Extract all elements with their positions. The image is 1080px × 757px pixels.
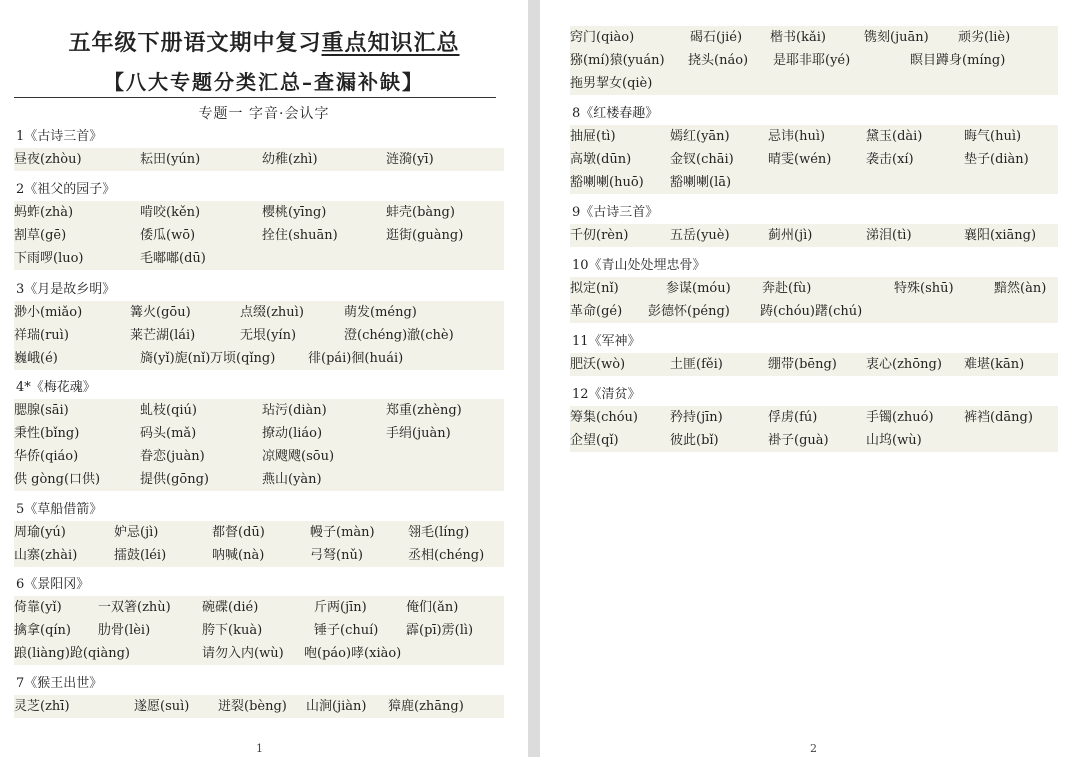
- vocab-word: 无垠(yín): [240, 328, 297, 343]
- vocab-row: [570, 277, 1058, 300]
- vocab-word: 澄(chéng)澈(chè): [344, 328, 454, 343]
- lesson-section: [570, 202, 1058, 247]
- lesson-title: 4*《梅花魂》: [16, 380, 96, 395]
- vocab-word: 逛街(guàng): [386, 228, 464, 243]
- vocab-row: [570, 26, 1058, 49]
- vocab-word: 秉性(bǐng): [14, 426, 80, 441]
- vocab-word: 高墩(dūn): [570, 152, 632, 167]
- lesson-title: 9《古诗三首》: [572, 205, 659, 220]
- page-gutter: [528, 0, 540, 757]
- vocab-word: 万顷(qǐng): [210, 351, 276, 366]
- vocab-word: 豁喇喇(lā): [670, 175, 732, 190]
- vocab-box: [570, 125, 1058, 194]
- vocab-box: [14, 201, 504, 270]
- vocab-word: 擂鼓(léi): [114, 548, 167, 563]
- vocab-word: 晦气(huì): [964, 129, 1022, 144]
- vocab-word: 毛嘟嘟(dū): [140, 251, 206, 266]
- vocab-word: 裤裆(dāng): [964, 410, 1033, 425]
- vocab-word: 霹(pī)雳(lì): [406, 623, 474, 638]
- topic-heading: 专题一 字音·会认字: [198, 106, 330, 122]
- vocab-row: [14, 468, 504, 491]
- vocab-word: 褂子(guà): [768, 433, 829, 448]
- vocab-box: [14, 521, 504, 567]
- vocab-word: 涟漪(yī): [386, 152, 434, 167]
- vocab-word: 土匪(fěi): [670, 357, 723, 372]
- vocab-word: 祥瑞(ruì): [14, 328, 69, 343]
- vocab-word: 俘虏(fú): [768, 410, 818, 425]
- vocab-row: [570, 72, 1058, 95]
- vocab-row: [570, 148, 1058, 171]
- lesson-title: 5《草船借箭》: [16, 502, 103, 517]
- vocab-row: [14, 201, 504, 224]
- vocab-word: 踌(chóu)躇(chú): [760, 304, 863, 319]
- vocab-word: 抽屉(tì): [570, 129, 616, 144]
- vocab-word: 锤子(chuí): [314, 623, 379, 638]
- vocab-word: 一双箸(zhù): [98, 600, 171, 615]
- vocab-word: 衷心(zhōng): [866, 357, 942, 372]
- vocab-word: 周瑜(yú): [14, 525, 66, 540]
- vocab-word: 旖(yǐ)旎(nǐ): [140, 351, 211, 366]
- vocab-word: 奔赴(fù): [762, 281, 812, 296]
- vocab-word: 篝火(gōu): [130, 305, 191, 320]
- vocab-word: 垫子(diàn): [964, 152, 1029, 167]
- vocab-word: 顽劣(liè): [958, 30, 1011, 45]
- lesson-title: 10《青山处处埋忠骨》: [572, 258, 706, 273]
- lesson-section: [570, 26, 1058, 95]
- vocab-word: 提供(gōng): [140, 472, 209, 487]
- vocab-word: 彭德怀(péng): [648, 304, 730, 319]
- vocab-word: 郑重(zhèng): [386, 403, 462, 418]
- vocab-word: 绷带(bēng): [768, 357, 837, 372]
- vocab-word: 难堪(kān): [964, 357, 1025, 372]
- lesson-section: [14, 673, 504, 718]
- vocab-word: 筹集(chóu): [570, 410, 638, 425]
- vocab-box: [14, 695, 504, 718]
- vocab-row: [570, 429, 1058, 452]
- vocab-box: [14, 596, 504, 665]
- lesson-title: 8《红楼春趣》: [572, 106, 659, 121]
- vocab-row: [14, 224, 504, 247]
- vocab-word: 点缀(zhuì): [240, 305, 304, 320]
- vocab-word: 燕山(yàn): [262, 472, 322, 487]
- vocab-box: [14, 148, 504, 171]
- lesson-section: [14, 377, 504, 491]
- vocab-box: [570, 353, 1058, 376]
- lesson-section: [570, 103, 1058, 194]
- vocab-word: 胯下(kuà): [202, 623, 263, 638]
- vocab-box: [14, 301, 504, 370]
- lesson-section: [14, 279, 504, 370]
- vocab-word: 啃咬(kěn): [140, 205, 201, 220]
- title-highlight-text: 重点知识汇总: [321, 30, 460, 56]
- vocab-box: [14, 399, 504, 491]
- vocab-word: 耘田(yún): [140, 152, 201, 167]
- vocab-box: [570, 406, 1058, 452]
- vocab-word: 山涧(jiàn): [306, 699, 367, 714]
- page-number: 1: [256, 742, 263, 755]
- vocab-word: 供 gòng(口供): [14, 472, 101, 487]
- vocab-word: 昼夜(zhòu): [14, 152, 82, 167]
- page-2: [540, 0, 1080, 757]
- vocab-word: 码头(mǎ): [140, 426, 197, 441]
- vocab-word: 豁喇喇(huō): [570, 175, 644, 190]
- lesson-section: [14, 179, 504, 270]
- vocab-box: [570, 26, 1058, 95]
- vocab-row: [570, 406, 1058, 429]
- vocab-row: [14, 301, 504, 324]
- vocab-row: [14, 445, 504, 468]
- lesson-title: 3《月是故乡明》: [16, 282, 116, 297]
- vocab-box: [570, 224, 1058, 247]
- lesson-title: 1《古诗三首》: [16, 129, 103, 144]
- document-subtitle: 【八大专题分类汇总–查漏补缺】: [104, 70, 424, 94]
- vocab-row: [14, 695, 504, 718]
- vocab-word: 五岳(yuè): [670, 228, 730, 243]
- page-number: 2: [810, 742, 817, 755]
- vocab-word: 嫣红(yān): [670, 129, 730, 144]
- lesson-section: [14, 574, 504, 665]
- vocab-row: [570, 49, 1058, 72]
- vocab-word: 渺小(miǎo): [14, 305, 83, 320]
- vocab-word: 徘(pái)徊(huái): [308, 351, 404, 366]
- title-divider: [14, 97, 496, 98]
- vocab-word: 丞相(chéng): [408, 548, 485, 563]
- lesson-title: 6《景阳冈》: [16, 577, 90, 592]
- vocab-row: [14, 247, 504, 270]
- vocab-word: 涕泪(tì): [866, 228, 912, 243]
- vocab-word: 眷恋(juàn): [140, 449, 205, 464]
- vocab-word: 遂愿(suì): [134, 699, 190, 714]
- vocab-row: [14, 619, 504, 642]
- vocab-word: 虬枝(qiú): [140, 403, 197, 418]
- vocab-row: [14, 596, 504, 619]
- vocab-row: [14, 399, 504, 422]
- vocab-word: 獐鹿(zhāng): [388, 699, 464, 714]
- vocab-word: 彼此(bǐ): [670, 433, 719, 448]
- title-text: 五年级下册语文期中复习: [68, 30, 322, 56]
- vocab-word: 斤两(jīn): [314, 600, 367, 615]
- vocab-word: 猕(mí)猿(yuán): [570, 53, 665, 68]
- vocab-word: 襄阳(xiāng): [964, 228, 1037, 243]
- lesson-title: 2《祖父的园子》: [16, 182, 116, 197]
- vocab-row: [570, 171, 1058, 194]
- vocab-word: 山寨(zhài): [14, 548, 78, 563]
- lesson-section: [570, 255, 1058, 323]
- vocab-word: 参谋(móu): [666, 281, 731, 296]
- vocab-row: [14, 521, 504, 544]
- vocab-word: 妒忌(jì): [114, 525, 159, 540]
- vocab-word: 蓟州(jì): [768, 228, 813, 243]
- vocab-word: 凉飕飕(sōu): [262, 449, 335, 464]
- vocab-word: 咆(páo)哮(xiào): [304, 646, 402, 661]
- vocab-word: 请勿入内(wù): [202, 646, 284, 661]
- vocab-word: 萌发(méng): [344, 305, 417, 320]
- vocab-word: 晴雯(wén): [768, 152, 832, 167]
- vocab-word: 华侨(qiáo): [14, 449, 79, 464]
- vocab-word: 蚌壳(bàng): [386, 205, 455, 220]
- vocab-word: 特殊(shū): [894, 281, 954, 296]
- lesson-section: [14, 499, 504, 567]
- vocab-word: 镌刻(juān): [864, 30, 929, 45]
- lesson-title: 12《清贫》: [572, 387, 641, 402]
- vocab-word: 肥沃(wò): [570, 357, 626, 372]
- vocab-word: 企望(qǐ): [570, 433, 619, 448]
- lesson-section: [14, 126, 504, 171]
- vocab-word: 幼稚(zhì): [262, 152, 318, 167]
- vocab-row: [570, 300, 1058, 323]
- vocab-word: 手镯(zhuó): [866, 410, 934, 425]
- vocab-word: 革命(gé): [570, 304, 623, 319]
- vocab-word: 腮腺(sāi): [14, 403, 69, 418]
- vocab-row: [14, 324, 504, 347]
- vocab-word: 碣石(jié): [690, 30, 743, 45]
- vocab-word: 玷污(diàn): [262, 403, 327, 418]
- vocab-word: 撩动(liáo): [262, 426, 323, 441]
- lesson-section: [570, 331, 1058, 376]
- vocab-word: 俺们(ǎn): [406, 600, 459, 615]
- vocab-word: 巍峨(é): [14, 351, 58, 366]
- page-1: [0, 0, 528, 757]
- vocab-word: 灵芝(zhī): [14, 699, 70, 714]
- vocab-word: 手绢(juàn): [386, 426, 451, 441]
- vocab-word: 都督(dū): [212, 525, 265, 540]
- vocab-row: [14, 422, 504, 445]
- vocab-word: 忌讳(huì): [768, 129, 826, 144]
- vocab-word: 山坞(wù): [866, 433, 922, 448]
- vocab-word: 黛玉(dài): [866, 129, 923, 144]
- vocab-word: 下雨啰(luo): [14, 251, 84, 266]
- vocab-word: 挠头(náo): [688, 53, 749, 68]
- vocab-word: 翎毛(líng): [408, 525, 470, 540]
- vocab-word: 莱芒湖(lái): [130, 328, 196, 343]
- vocab-word: 呐喊(nà): [212, 548, 265, 563]
- vocab-word: 肋骨(lèi): [98, 623, 151, 638]
- vocab-word: 是耶非耶(yé): [773, 53, 851, 68]
- vocab-row: [14, 544, 504, 567]
- document-title: [0, 26, 528, 57]
- vocab-word: 弓弩(nǔ): [310, 548, 363, 563]
- lesson-title: 7《猴王出世》: [16, 676, 103, 691]
- vocab-row: [14, 347, 504, 370]
- vocab-row: [14, 148, 504, 171]
- lesson-title: 11《军神》: [572, 334, 641, 349]
- vocab-word: 窍门(qiào): [570, 30, 635, 45]
- vocab-word: 擒拿(qín): [14, 623, 71, 638]
- vocab-word: 楷书(kǎi): [770, 30, 826, 45]
- vocab-row: [570, 353, 1058, 376]
- vocab-word: 拴住(shuān): [262, 228, 338, 243]
- vocab-word: 拟定(nǐ): [570, 281, 619, 296]
- vocab-box: [570, 277, 1058, 323]
- vocab-row: [570, 224, 1058, 247]
- vocab-word: 黯然(àn): [994, 281, 1047, 296]
- lesson-section: [570, 384, 1058, 452]
- vocab-row: [570, 125, 1058, 148]
- vocab-word: 幔子(màn): [310, 525, 375, 540]
- vocab-word: 割草(gē): [14, 228, 67, 243]
- vocab-word: 倭瓜(wō): [140, 228, 196, 243]
- vocab-word: 矜持(jīn): [670, 410, 723, 425]
- vocab-word: 倚靠(yǐ): [14, 600, 62, 615]
- vocab-word: 金钗(chāi): [670, 152, 734, 167]
- vocab-word: 踉(liàng)跄(qiàng): [14, 646, 130, 661]
- vocab-word: 袭击(xí): [866, 152, 914, 167]
- vocab-word: 拖男挈女(qiè): [570, 76, 653, 91]
- vocab-word: 千仞(rèn): [570, 228, 629, 243]
- vocab-word: 迸裂(bèng): [218, 699, 287, 714]
- vocab-word: 瞑目蹲身(míng): [910, 53, 1006, 68]
- vocab-word: 碗碟(dié): [202, 600, 259, 615]
- vocab-word: 蚂蚱(zhà): [14, 205, 74, 220]
- vocab-word: 樱桃(yīng): [262, 205, 327, 220]
- vocab-row: [14, 642, 504, 665]
